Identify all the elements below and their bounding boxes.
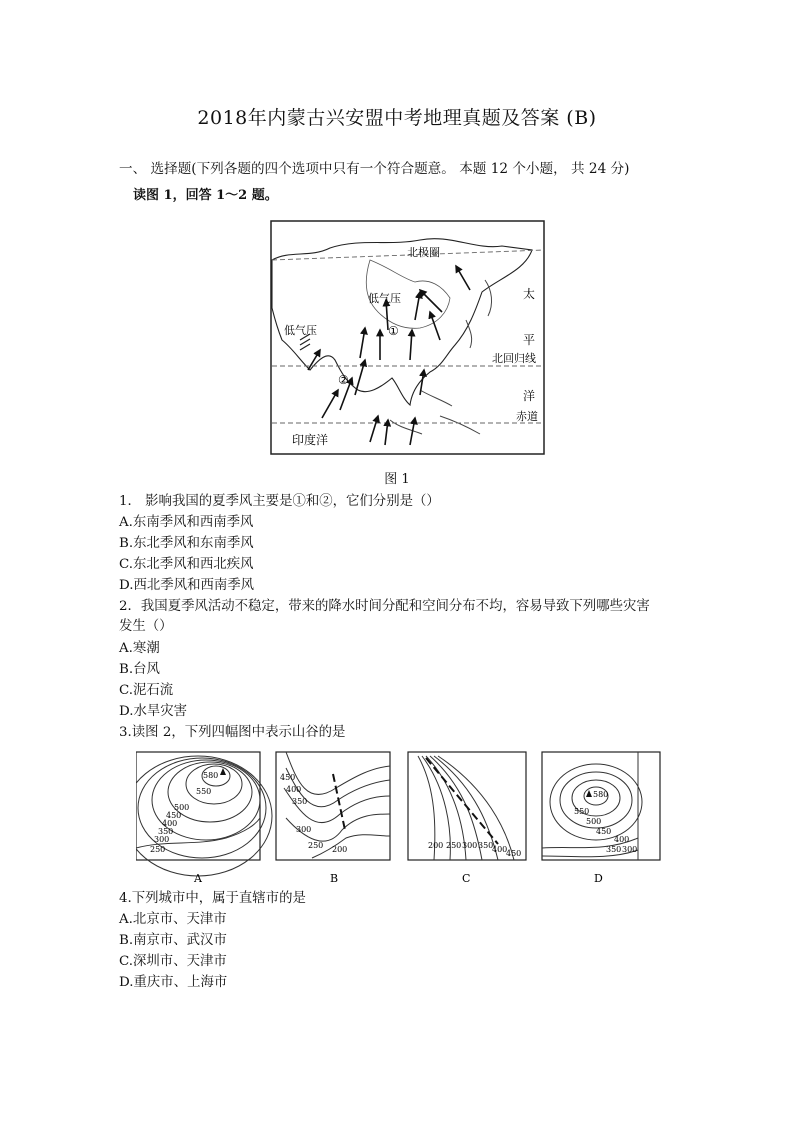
map-d-label-2: 500 bbox=[586, 817, 602, 826]
label-low-pressure-north: 低气压 bbox=[368, 292, 401, 305]
map-d-label-6: 300 bbox=[622, 845, 638, 854]
contour-map-d bbox=[542, 752, 660, 885]
q1-option-a: A.东南季风和西南季风 bbox=[119, 515, 254, 530]
map-b-label-4: 250 bbox=[308, 841, 324, 850]
read-hint: 读图 1，回答 1～2 题。 bbox=[133, 188, 278, 203]
map-d-letter: D bbox=[594, 872, 603, 885]
label-marker-2: ② bbox=[338, 373, 349, 387]
map-c-letter: C bbox=[462, 872, 471, 885]
label-pacific-1: 太 bbox=[523, 287, 536, 301]
label-indian-ocean: 印度洋 bbox=[292, 433, 329, 447]
figure1-caption: 图 1 bbox=[384, 472, 410, 487]
map-c-label-4: 400 bbox=[492, 845, 508, 854]
q2-stem-line1: 2．我国夏季风活动不稳定，带来的降水时间分配和空间分布不均，容易导致下列哪些灾害 bbox=[119, 599, 650, 614]
contour-maps bbox=[136, 748, 666, 890]
map-a-label-3: 450 bbox=[166, 811, 182, 820]
label-tropic: 北回归线 bbox=[492, 352, 536, 365]
map-a-label-0: 580 bbox=[203, 771, 219, 780]
q4-option-b: B.南京市、武汉市 bbox=[119, 933, 227, 948]
map-b-label-1: 400 bbox=[286, 785, 302, 794]
map-c-label-5: 450 bbox=[506, 849, 522, 858]
section-heading: 一、 选择题(下列各题的四个选项中只有一个符合题意。 本题 12 个小题， 共 24 分) bbox=[119, 161, 630, 177]
label-arctic-circle: 北极圈 bbox=[407, 246, 440, 259]
q1-option-b: B.东北季风和东南季风 bbox=[119, 536, 254, 551]
map-a-label-2: 500 bbox=[174, 803, 190, 812]
map-a-label-7: 250 bbox=[150, 845, 166, 854]
contour-map-c bbox=[408, 752, 526, 885]
map-b-label-5: 200 bbox=[332, 845, 348, 854]
map-d-label-3: 450 bbox=[596, 827, 612, 836]
q1-option-c: C.东北季风和西北疾风 bbox=[119, 557, 254, 572]
map-a-label-4: 400 bbox=[162, 819, 178, 828]
map-a-label-6: 300 bbox=[154, 835, 170, 844]
q4-option-a: A.北京市、天津市 bbox=[119, 912, 227, 927]
q3-stem: 3.读图 2，下列四幅图中表示山谷的是 bbox=[119, 725, 346, 740]
map-b-label-2: 350 bbox=[292, 797, 308, 806]
contour-map-a bbox=[136, 752, 272, 885]
q4-stem: 4.下列城市中，属于直辖市的是 bbox=[119, 891, 306, 906]
map-c-label-2: 300 bbox=[462, 841, 478, 850]
map-c-label-3: 350 bbox=[478, 841, 494, 850]
q2-stem-line2: 发生（） bbox=[119, 619, 173, 634]
map-d-label-4: 400 bbox=[614, 835, 630, 844]
monsoon-map bbox=[270, 220, 545, 455]
map-c-label-0: 200 bbox=[428, 841, 444, 850]
q2-option-c: C.泥石流 bbox=[119, 683, 174, 698]
map-a-label-1: 550 bbox=[196, 787, 212, 796]
q4-option-c: C.深圳市、天津市 bbox=[119, 954, 227, 969]
map-b-label-3: 300 bbox=[296, 825, 312, 834]
q1-stem: 1． 影响我国的夏季风主要是①和②，它们分别是（） bbox=[119, 494, 440, 509]
map-d-label-0: 580 bbox=[593, 790, 609, 799]
page-title: 2018年内蒙古兴安盟中考地理真题及答案 (B) bbox=[197, 107, 597, 129]
label-low-pressure-south: 低气压 bbox=[284, 324, 317, 337]
map-a-label-5: 350 bbox=[158, 827, 174, 836]
map-b-letter: B bbox=[330, 872, 339, 885]
q2-option-d: D.水旱灾害 bbox=[119, 704, 188, 719]
map-d-label-5: 350 bbox=[606, 845, 622, 854]
label-pacific-3: 洋 bbox=[523, 389, 536, 403]
q4-option-d: D.重庆市、上海市 bbox=[119, 975, 228, 990]
label-equator: 赤道 bbox=[516, 410, 538, 423]
label-pacific-2: 平 bbox=[523, 333, 536, 347]
label-marker-1: ① bbox=[388, 324, 399, 338]
q2-option-a: A.寒潮 bbox=[119, 641, 160, 656]
q1-option-d: D.西北季风和西南季风 bbox=[119, 578, 255, 593]
map-a-letter: A bbox=[194, 872, 202, 885]
map-b-label-0: 450 bbox=[280, 773, 296, 782]
contour-map-b bbox=[276, 752, 390, 885]
q2-option-b: B.台风 bbox=[119, 662, 160, 677]
map-d-label-1: 550 bbox=[574, 807, 590, 816]
map-c-label-1: 250 bbox=[446, 841, 462, 850]
